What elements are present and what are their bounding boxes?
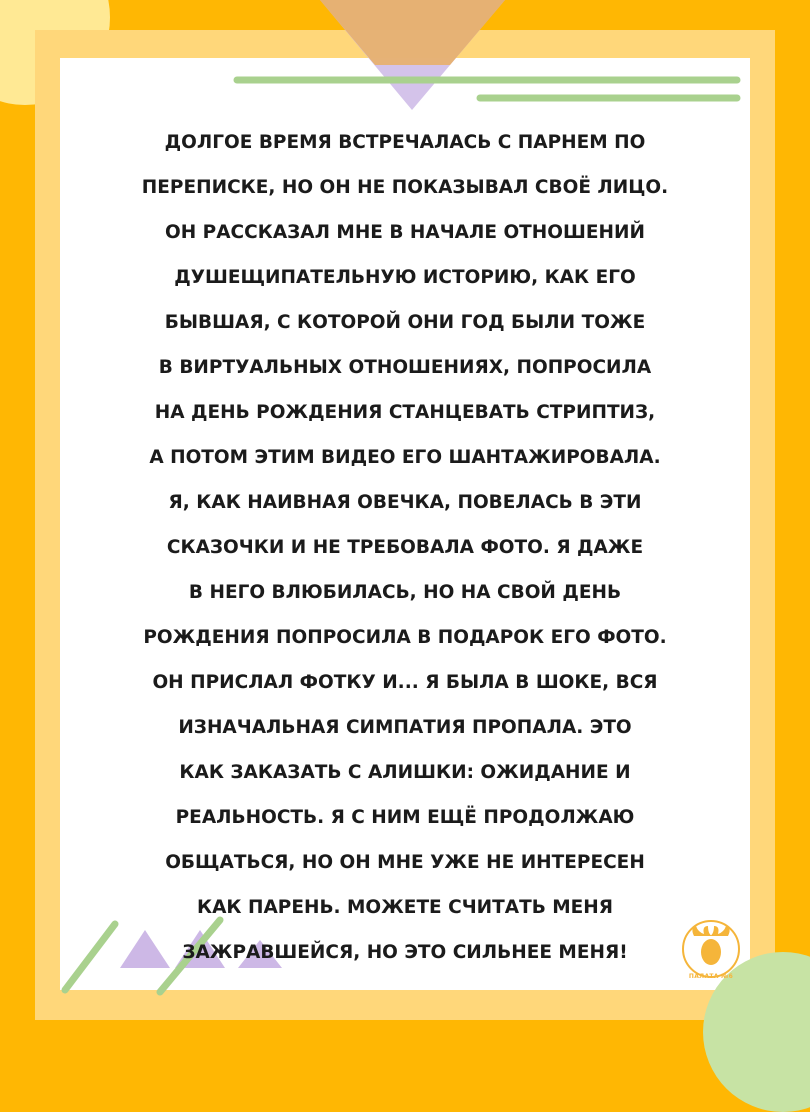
story-text	[75, 120, 735, 975]
story-line: ДОЛГОЕ ВРЕМЯ ВСТРЕЧАЛАСЬ С ПАРНЕМ ПО	[164, 132, 646, 153]
story-line: ОБЩАТЬСЯ, НО ОН МНЕ УЖЕ НЕ ИНТЕРЕСЕН	[165, 852, 645, 873]
story-line: СКАЗОЧКИ И НЕ ТРЕБОВАЛА ФОТО. Я ДАЖЕ	[166, 537, 644, 558]
story-line: ДУШЕЩИПАТЕЛЬНУЮ ИСТОРИЮ, КАК ЕГО	[174, 267, 636, 288]
story-line: В НЕГО ВЛЮБИЛАСЬ, НО НА СВОЙ ДЕНЬ	[188, 582, 622, 603]
story-line: НА ДЕНЬ РОЖДЕНИЯ СТАНЦЕВАТЬ СТРИПТИЗ,	[154, 402, 656, 423]
story-line: БЫВШАЯ, С КОТОРОЙ ОНИ ГОД БЫЛИ ТОЖЕ	[164, 312, 646, 333]
story-line: РОЖДЕНИЯ ПОПРОСИЛА В ПОДАРОК ЕГО ФОТО.	[143, 627, 667, 648]
story-line: ОН ПРИСЛАЛ ФОТКУ И... Я БЫЛА В ШОКЕ, ВСЯ	[152, 672, 658, 693]
story-line: ОН РАССКАЗАЛ МНЕ В НАЧАЛЕ ОТНОШЕНИЙ	[165, 222, 645, 243]
story-line: ИЗНАЧАЛЬНАЯ СИМПАТИЯ ПРОПАЛА. ЭТО	[178, 717, 632, 738]
story-line: В ВИРТУАЛЬНЫХ ОТНОШЕНИЯХ, ПОПРОСИЛА	[158, 357, 652, 378]
story-line: ЗАЖРАВШЕЙСЯ, НО ЭТО СИЛЬНЕЕ МЕНЯ!	[182, 942, 628, 963]
story-line: КАК ЗАКАЗАТЬ С АЛИШКИ: ОЖИДАНИЕ И	[179, 762, 631, 783]
story-line: ПЕРЕПИСКЕ, НО ОН НЕ ПОКАЗЫВАЛ СВОЁ ЛИЦО.	[141, 177, 669, 198]
story-line: Я, КАК НАИВНАЯ ОВЕЧКА, ПОВЕЛАСЬ В ЭТИ	[168, 492, 642, 513]
story-line: РЕАЛЬНОСТЬ. Я С НИМ ЕЩЁ ПРОДОЛЖАЮ	[175, 807, 635, 828]
story-line: КАК ПАРЕНЬ. МОЖЕТЕ СЧИТАТЬ МЕНЯ	[196, 897, 614, 918]
story-line: А ПОТОМ ЭТИМ ВИДЕО ЕГО ШАНТАЖИРОВАЛА.	[149, 447, 661, 468]
decorative-lines	[225, 70, 755, 110]
brand-logo-text: ПАЛАТА №6	[688, 973, 734, 980]
